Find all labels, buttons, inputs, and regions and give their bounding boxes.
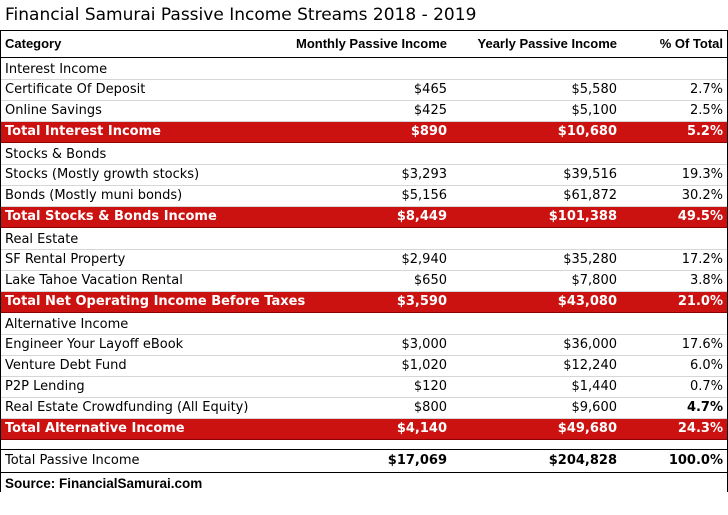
grand-total-monthly: $17,069 bbox=[387, 453, 447, 468]
table-row-yearly: $5,580 bbox=[571, 82, 617, 97]
source-text: Source: FinancialSamurai.com bbox=[5, 476, 203, 491]
table-row bbox=[0, 335, 727, 356]
table-row-yearly: $9,600 bbox=[571, 400, 617, 415]
section-total-row-yearly: $43,080 bbox=[557, 294, 617, 309]
section-total-row bbox=[0, 292, 727, 313]
section-title: Alternative Income bbox=[5, 317, 129, 332]
table-row-category: Online Savings bbox=[5, 103, 102, 118]
table-title: Financial Samurai Passive Income Streams 2018 - 2019 bbox=[0, 0, 727, 31]
section-total-row-pct: 49.5% bbox=[677, 209, 723, 224]
table-row-category: Real Estate Crowdfunding (All Equity) bbox=[5, 400, 249, 415]
table-row-yearly: $5,100 bbox=[571, 103, 617, 118]
section-total-row-pct: 24.3% bbox=[677, 421, 723, 436]
grand-total-pct: 100.0% bbox=[668, 453, 723, 468]
table-row-yearly: $7,800 bbox=[571, 273, 617, 288]
table-row-pct: 6.0% bbox=[689, 358, 723, 373]
header-row bbox=[0, 31, 727, 58]
table-row-category: P2P Lending bbox=[5, 379, 85, 394]
table-body bbox=[0, 58, 727, 440]
table-row-pct: 19.3% bbox=[681, 167, 723, 182]
table-row-monthly: $5,156 bbox=[401, 188, 447, 203]
table-row-pct: 3.8% bbox=[689, 273, 723, 288]
table-row bbox=[0, 101, 727, 122]
table-row bbox=[0, 186, 727, 207]
table-row-yearly: $35,280 bbox=[563, 252, 617, 267]
table-row-monthly: $425 bbox=[413, 103, 447, 118]
table-row-monthly: $3,000 bbox=[401, 337, 447, 352]
table-row-yearly: $36,000 bbox=[563, 337, 617, 352]
section-total-row bbox=[0, 419, 727, 440]
section-total-row bbox=[0, 122, 727, 143]
table-row bbox=[0, 377, 727, 398]
section-total-row-yearly: $101,388 bbox=[548, 209, 617, 224]
table-row-monthly: $2,940 bbox=[401, 252, 447, 267]
table-row-pct: 2.5% bbox=[689, 103, 723, 118]
table-row-pct: 2.7% bbox=[689, 82, 723, 97]
section-total-row-category: Total Interest Income bbox=[5, 124, 161, 139]
grand-total-row bbox=[0, 450, 727, 473]
section-header-row bbox=[0, 58, 727, 80]
table-row-category: SF Rental Property bbox=[5, 252, 126, 267]
source-row bbox=[0, 473, 727, 495]
section-total-row-monthly: $890 bbox=[410, 124, 447, 139]
table-row-pct: 0.7% bbox=[689, 379, 723, 394]
section-total-row-category: Total Stocks & Bonds Income bbox=[5, 209, 217, 224]
table-row bbox=[0, 271, 727, 292]
section-header-row bbox=[0, 143, 727, 165]
section-title: Stocks & Bonds bbox=[5, 147, 107, 162]
section-total-row-pct: 5.2% bbox=[686, 124, 723, 139]
section-total-row-category: Total Net Operating Income Before Taxes bbox=[5, 294, 305, 309]
table-row-pct: 17.2% bbox=[681, 252, 723, 267]
table-row-monthly: $3,293 bbox=[401, 167, 447, 182]
table-row-category: Engineer Your Layoff eBook bbox=[5, 337, 184, 352]
table-row-yearly: $1,440 bbox=[571, 379, 617, 394]
table-row bbox=[0, 250, 727, 271]
table-row bbox=[0, 165, 727, 186]
spacer-row bbox=[0, 440, 727, 450]
header-yearly: Yearly Passive Income bbox=[477, 36, 617, 51]
table-row-pct: 4.7% bbox=[686, 400, 723, 415]
section-total-row-monthly: $8,449 bbox=[396, 209, 447, 224]
table-row-yearly: $61,872 bbox=[563, 188, 617, 203]
table-row-monthly: $465 bbox=[413, 82, 447, 97]
header-pct: % Of Total bbox=[659, 36, 723, 51]
section-total-row-yearly: $10,680 bbox=[557, 124, 617, 139]
section-total-row-monthly: $4,140 bbox=[396, 421, 447, 436]
section-title: Real Estate bbox=[5, 232, 79, 247]
section-header-row bbox=[0, 228, 727, 250]
table-row-monthly: $800 bbox=[413, 400, 447, 415]
table-row bbox=[0, 356, 727, 377]
table-row-monthly: $1,020 bbox=[401, 358, 447, 373]
section-total-row-yearly: $49,680 bbox=[557, 421, 617, 436]
header-category: Category bbox=[5, 36, 62, 51]
table-row-monthly: $120 bbox=[413, 379, 447, 394]
table-row-category: Stocks (Mostly growth stocks) bbox=[5, 167, 200, 182]
section-total-row-monthly: $3,590 bbox=[396, 294, 447, 309]
section-total-row-pct: 21.0% bbox=[677, 294, 723, 309]
table-left-border bbox=[0, 30, 1, 492]
table-row-category: Venture Debt Fund bbox=[5, 358, 127, 373]
table-row-yearly: $39,516 bbox=[563, 167, 617, 182]
table-row-yearly: $12,240 bbox=[563, 358, 617, 373]
table-row bbox=[0, 398, 727, 419]
grand-total-label: Total Passive Income bbox=[5, 453, 140, 468]
table-row-category: Bonds (Mostly muni bonds) bbox=[5, 188, 183, 203]
section-total-row-category: Total Alternative Income bbox=[5, 421, 185, 436]
section-title: Interest Income bbox=[5, 62, 108, 77]
section-header-row bbox=[0, 313, 727, 335]
table-row-category: Lake Tahoe Vacation Rental bbox=[5, 273, 183, 288]
header-monthly: Monthly Passive Income bbox=[296, 36, 447, 51]
section-total-row bbox=[0, 207, 727, 228]
table-row-monthly: $650 bbox=[413, 273, 447, 288]
grand-total-yearly: $204,828 bbox=[548, 453, 617, 468]
table-row-pct: 17.6% bbox=[681, 337, 723, 352]
table-row-category: Certificate Of Deposit bbox=[5, 82, 146, 97]
table-row-pct: 30.2% bbox=[681, 188, 723, 203]
table-row bbox=[0, 80, 727, 101]
